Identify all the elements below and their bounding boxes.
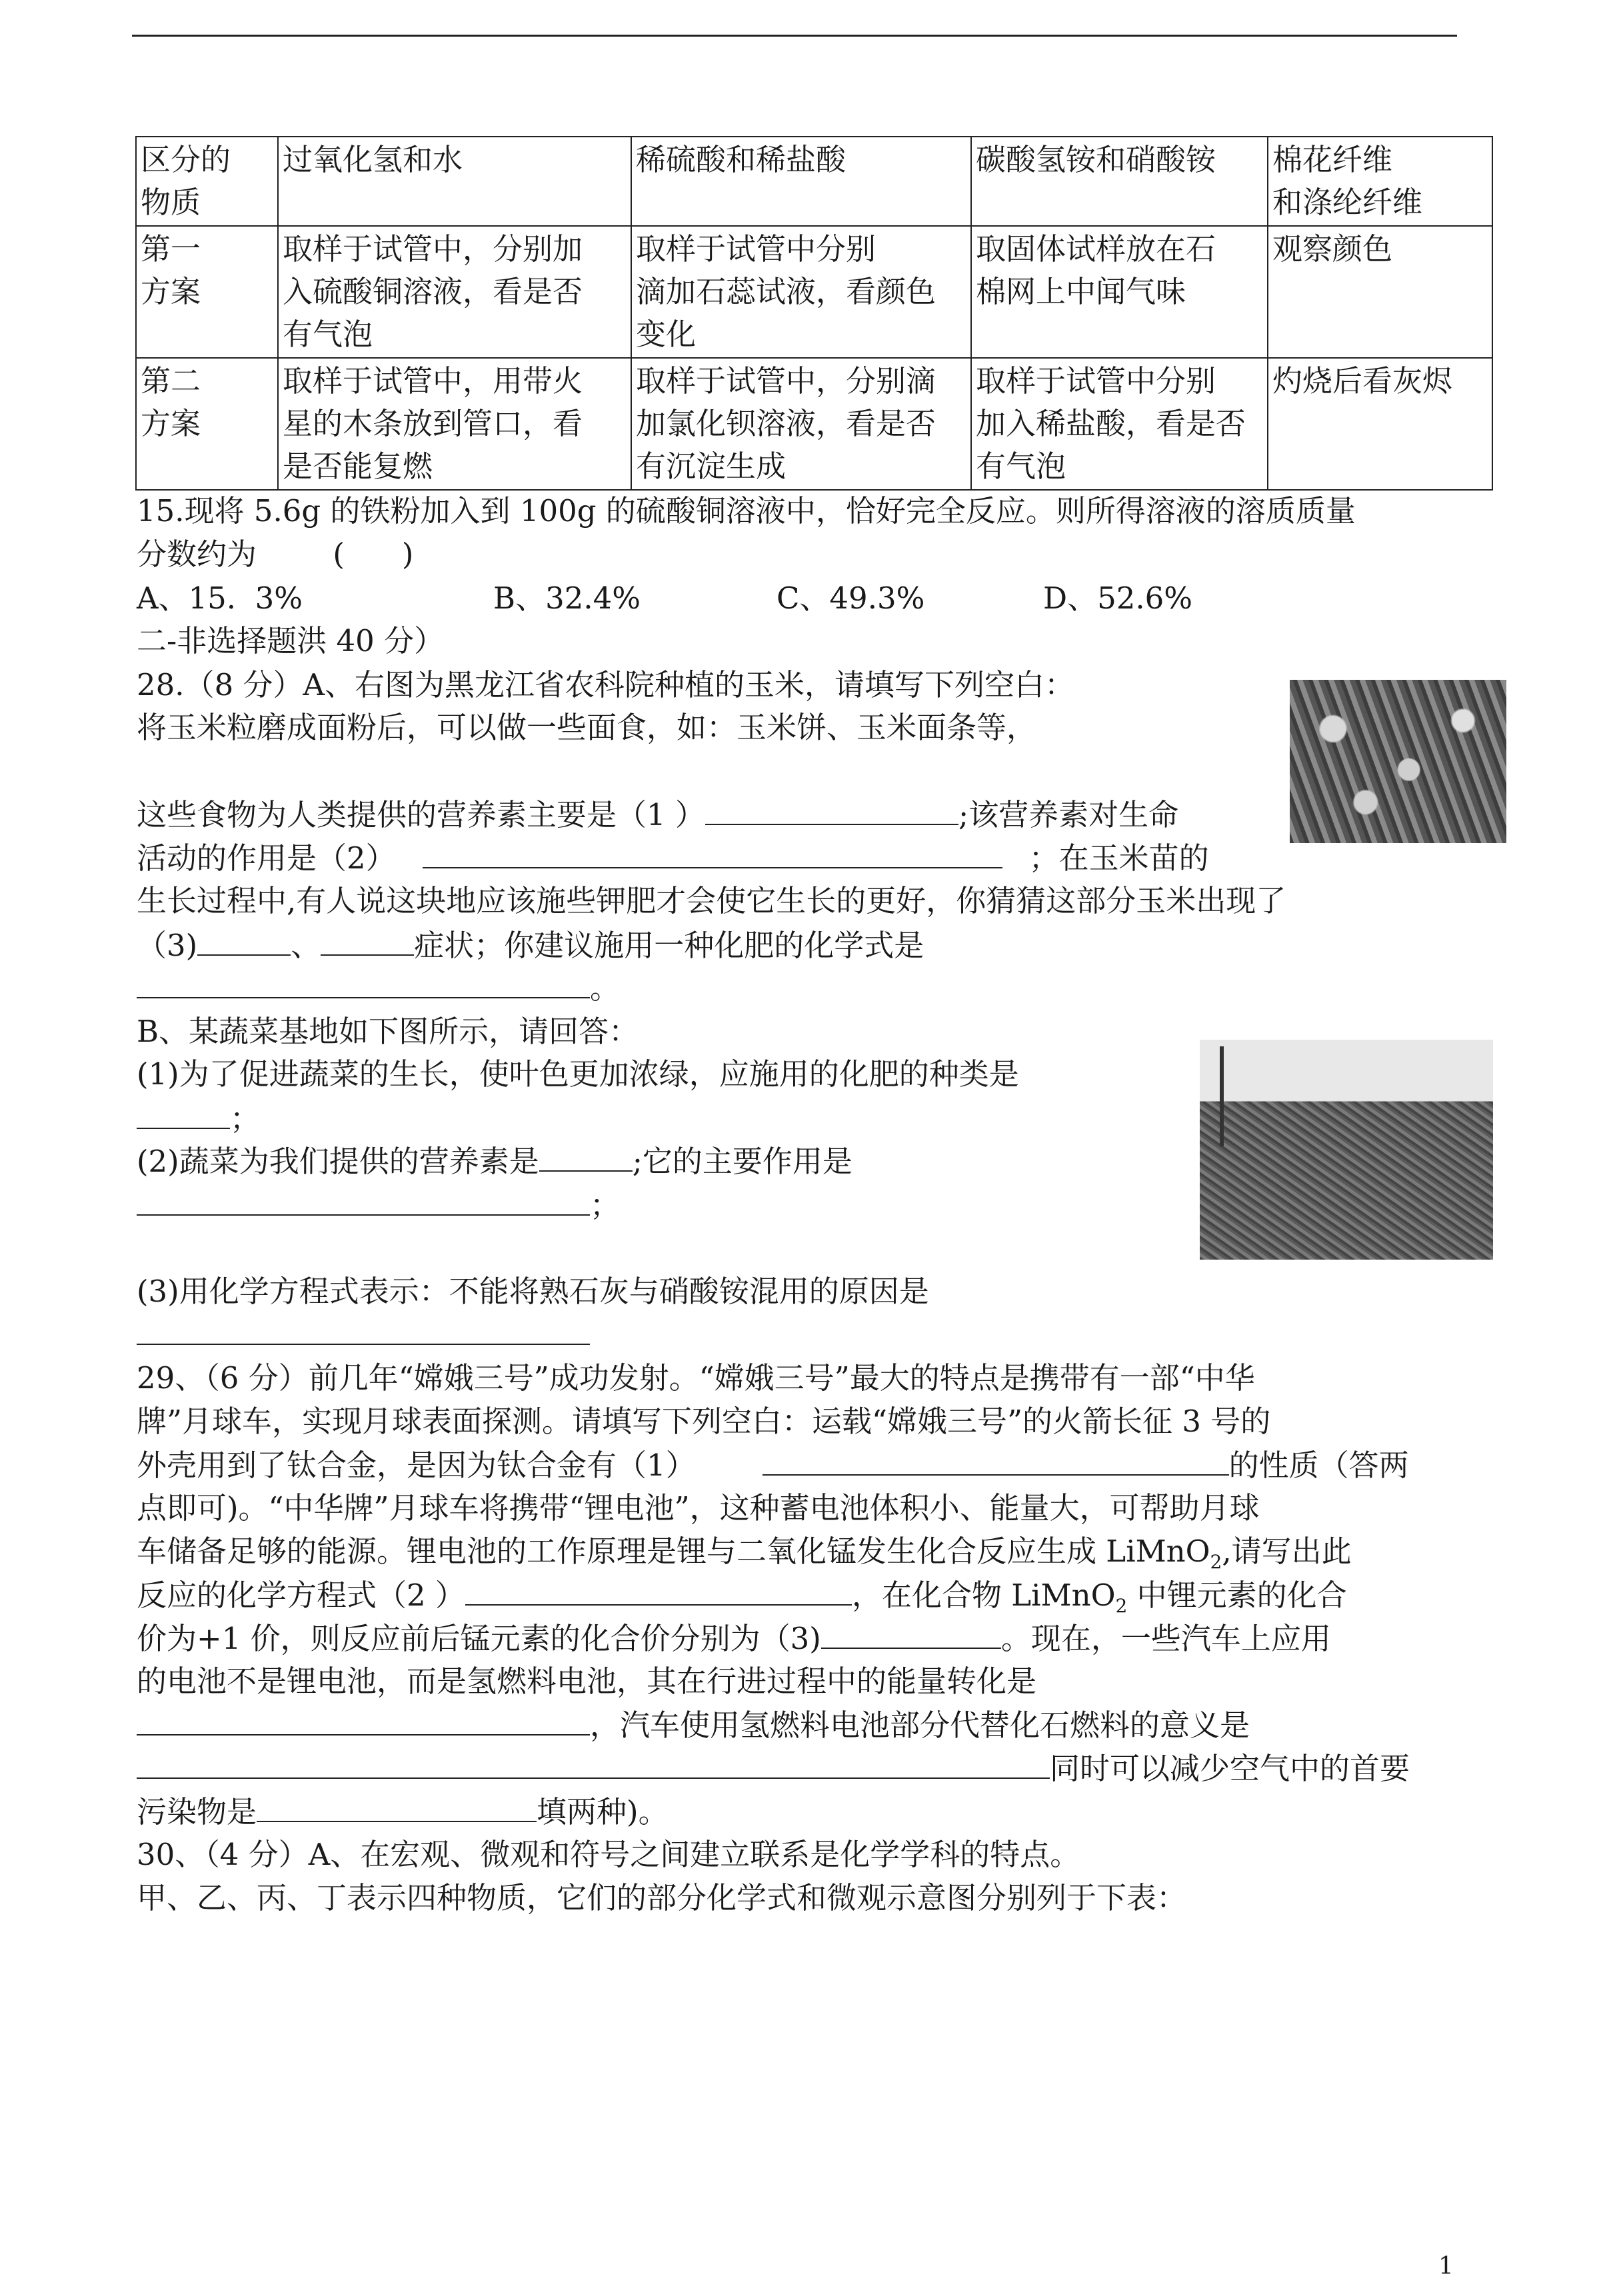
answer-blank[interactable] [137,1748,1050,1779]
cell-text: 取样于试管中分别 加入稀盐酸，看是否 有气泡 [976,363,1246,484]
q29-blank-4-line: ，汽车使用氢燃料电池部分代替化石燃料的意义是 [137,1705,1250,1745]
answer-blank[interactable] [137,968,590,998]
cell-text: 过氧化氢和水 [283,142,463,177]
q29-blank-2-line: 反应的化学方程式（2 ） ，在化合物 LiMnO$_2$ 中锂元素的化合 [137,1575,1347,1626]
q28-blank-2-line: 活动的作用是（2） ；在玉米苗的 [137,838,1209,878]
table-cell [1268,137,1492,226]
q28-b-question-1: (1)为了促进蔬菜的生长，使叶色更加浓绿，应施用的化肥的种类是 [137,1056,1019,1092]
cell-text: 取样于试管中，分别滴 加氯化钡溶液，看是否 有沉淀生成 [636,363,936,484]
q28-blank-3-line: （3) 、 症状；你建议施用一种化肥的化学式是 [137,925,924,966]
answer-blank[interactable] [197,925,291,956]
table-cell [278,358,631,490]
q28-blank-1-line: 这些食物为人类提供的营养素主要是（1 ） ;该营养素对生命 [137,794,1178,835]
table-cell [136,137,278,226]
cell-text: 观察颜色 [1272,231,1393,267]
cell-text: 稀硫酸和稀盐酸 [636,142,846,177]
q30-text: 甲、乙、丙、丁表示四种物质，它们的部分化学式和微观示意图分别列于下表： [137,1880,1187,1915]
q30-stem: 30、（4 分）A、在宏观、微观和符号之间建立联系是化学学科的特点。 [137,1837,1080,1872]
q15-stem-cont: 分数约为 ( ) [137,537,414,572]
answer-blank[interactable] [763,1445,1229,1476]
answer-blank[interactable] [137,1314,590,1345]
answer-blank[interactable] [321,925,414,956]
table-cell [631,226,971,358]
answer-blank[interactable] [137,1705,590,1735]
q29-blank-6-line: 污染物是 填两种)。 [137,1791,669,1832]
cell-text: 第一 方案 [141,231,201,309]
table-cell [136,358,278,490]
cell-text: 第二 方案 [141,363,201,441]
q15-option-b: B、32.4% [493,580,641,616]
q28-text: 生长过程中,有人说这块地应该施些钾肥才会使它生长的更好，你猜猜这部分玉米出现了 [137,883,1286,918]
answer-blank[interactable] [465,1575,852,1606]
q28-stem: 28.（8 分）A、右图为黑龙江省农科院种植的玉米，请填写下列空白： [137,667,1074,702]
answer-blank[interactable] [137,1098,230,1129]
table-cell [1268,358,1492,490]
page-number: 1 [1438,2253,1454,2280]
section-heading: 二-非选择题洪 40 分） [137,623,445,658]
q29-blank-1-line: 外壳用到了钛合金，是因为钛合金有（1） 的性质（答两 [137,1445,1409,1486]
vegetable-field-photo [1200,1040,1493,1260]
cell-text: 取样于试管中，分别加 入硫酸铜溶液，看是否 有气泡 [283,231,583,352]
cell-text: 灼烧后看灰烬 [1272,363,1453,399]
cell-text: 碳酸氢铵和硝酸铵 [976,142,1216,177]
cell-text: 区分的 物质 [141,142,231,220]
cell-text: 取样于试管中，用带火 星的木条放到管口，看 是否能复燃 [283,363,583,484]
q28-b-question-3: (3)用化学方程式表示：不能将熟石灰与硝酸铵混用的原因是 [137,1274,929,1309]
answer-blank[interactable] [705,794,958,825]
q15-stem: 15.现将 5.6g 的铁粉加入到 100g 的硫酸铜溶液中，恰好完全反应。则所得溶液的溶质质量 [137,493,1356,529]
table-row [136,226,1492,358]
q29-text: 点即可)。“中华牌”月球车将携带“锂电池”，这种蓄电池体积小、能量大，可帮助月球 [137,1490,1260,1526]
answer-blank[interactable] [423,838,1002,868]
q28-formula-line: 。 [137,968,620,1008]
table-row [136,358,1492,490]
table-cell [971,137,1268,226]
q28-b-blank-3-line [137,1314,590,1355]
q28-b-question-2: (2)蔬菜为我们提供的营养素是 ;它的主要作用是 [137,1141,852,1182]
q29-text: 的电池不是锂电池，而是氢燃料电池，其在行进过程中的能量转化是 [137,1664,1037,1699]
top-rule [132,35,1457,37]
q29-blank-5-line: 同时可以减少空气中的首要 [137,1748,1410,1789]
table-cell [136,226,278,358]
q29-blank-3-line: 价为+1 价，则反应前后锰元素的化合价分别为（3) 。现在，一些汽车上应用 [137,1618,1331,1659]
q15-option-a: A、15. 3% [137,580,303,616]
table-cell [1268,226,1492,358]
q15-option-d: D、52.6% [1043,580,1193,616]
q29-text: 牌”月球车，实现月球表面探测。请填写下列空白：运载“嫦娥三号”的火箭长征 3 号的 [137,1404,1271,1439]
q28-text: 将玉米粒磨成面粉后，可以做一些面食，如：玉米饼、玉米面条等， [137,710,1037,745]
answer-blank[interactable] [257,1791,537,1822]
comparison-table [135,136,1493,491]
table-row [136,137,1492,226]
q28-b-blank-1-line: ； [137,1098,260,1139]
table-cell [631,137,971,226]
answer-blank[interactable] [539,1141,633,1172]
q28-part-b: B、某蔬菜基地如下图所示，请回答： [137,1014,639,1049]
table-cell [971,358,1268,490]
corn-photo [1290,680,1506,843]
table-cell [278,137,631,226]
q28-b-blank-2-line: ； [137,1185,620,1226]
answer-blank[interactable] [821,1618,1001,1649]
q29-stem: 29、（6 分）前几年“嫦娥三号”成功发射。“嫦娥三号”最大的特点是携带有一部“中华 [137,1360,1255,1396]
q29-text: 车储备足够的能源。锂电池的工作原理是锂与二氧化锰发生化合反应生成 LiMnO$_2$,请写出此 [137,1534,1352,1573]
answer-blank[interactable] [137,1185,590,1216]
cell-text: 棉花纤维 和涤纶纤维 [1272,142,1423,220]
pole [1220,1046,1224,1146]
table-cell [278,226,631,358]
table-cell [971,226,1268,358]
cell-text: 取固体试样放在石 棉网上中闻气味 [976,231,1216,309]
q15-option-c: C、49.3% [777,580,925,616]
cell-text: 取样于试管中分别 滴加石蕊试液，看颜色 变化 [636,231,936,352]
table-cell [631,358,971,490]
